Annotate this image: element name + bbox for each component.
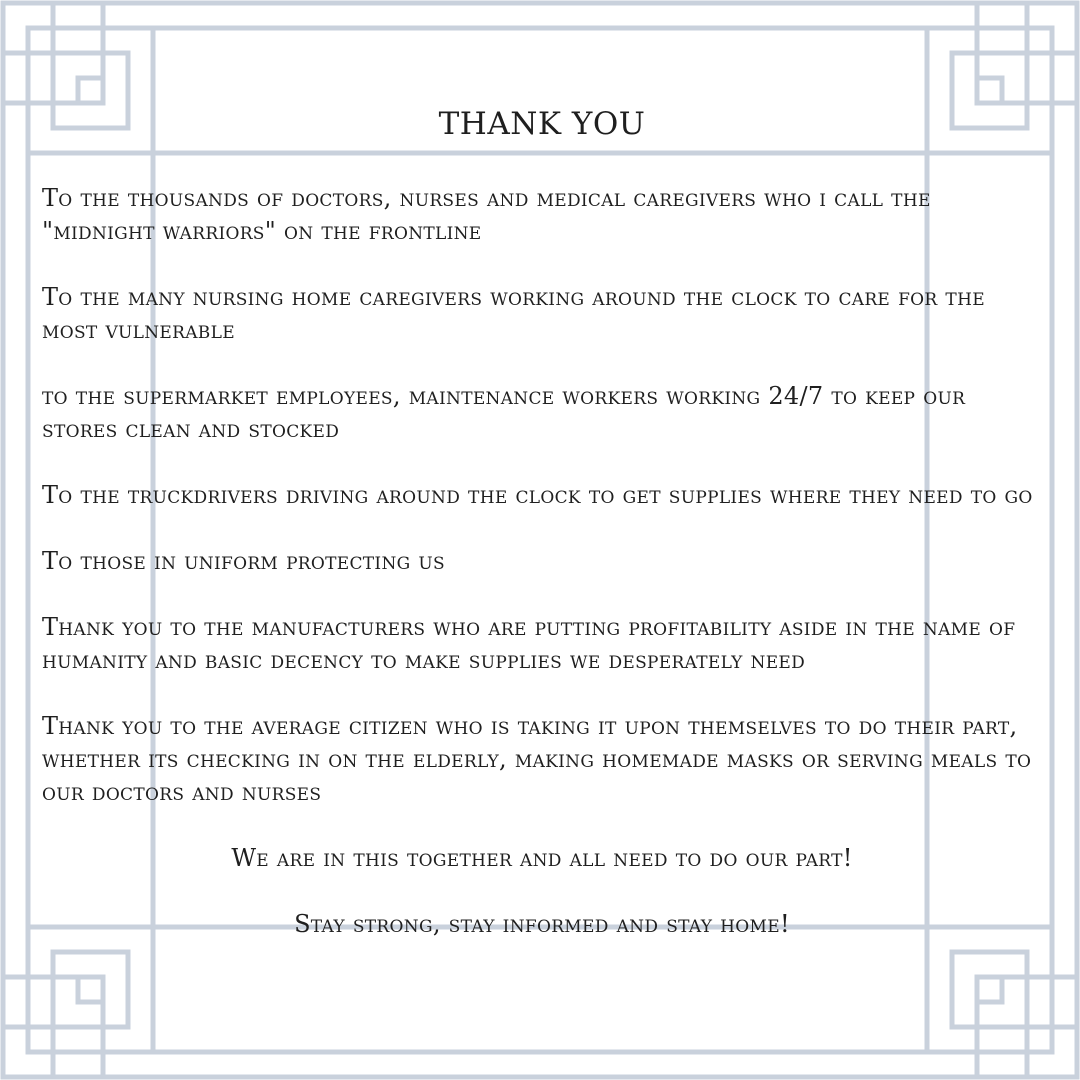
paragraph-supermarket: to the supermarket employees, maintenance workers working 24/7 to keep our stores clean and stocked [42, 382, 966, 443]
paragraph-manufacturers: Thank you to the manufacturers who are putting profitability aside in the name of humanity and basic decency to make supplies we desperately need [42, 613, 1016, 674]
paragraph-truckdrivers: To the truckdrivers driving around the clock to get supplies where they need to go [42, 481, 1033, 509]
page-title: THANK YOU [438, 106, 646, 142]
closing-stay-home: Stay strong, stay informed and stay home! [294, 910, 790, 938]
paragraph-citizens: Thank you to the average citizen who is taking it upon themselves to do their part, whether its checking in on the elderly, making homemade masks or serving meals to our doctors and nurses [42, 712, 1032, 806]
paragraph-medical-caregivers: To the thousands of doctors, nurses and medical caregivers who i call the "midnight warriors" on the frontline [42, 184, 931, 245]
paragraph-uniform: To those in uniform protecting us [42, 547, 446, 575]
message-body [42, 104, 1042, 974]
closing-together: We are in this together and all need to do our part! [231, 844, 853, 872]
paragraph-nursing-home: To the many nursing home caregivers working around the clock to care for the most vulnerable [42, 283, 985, 344]
